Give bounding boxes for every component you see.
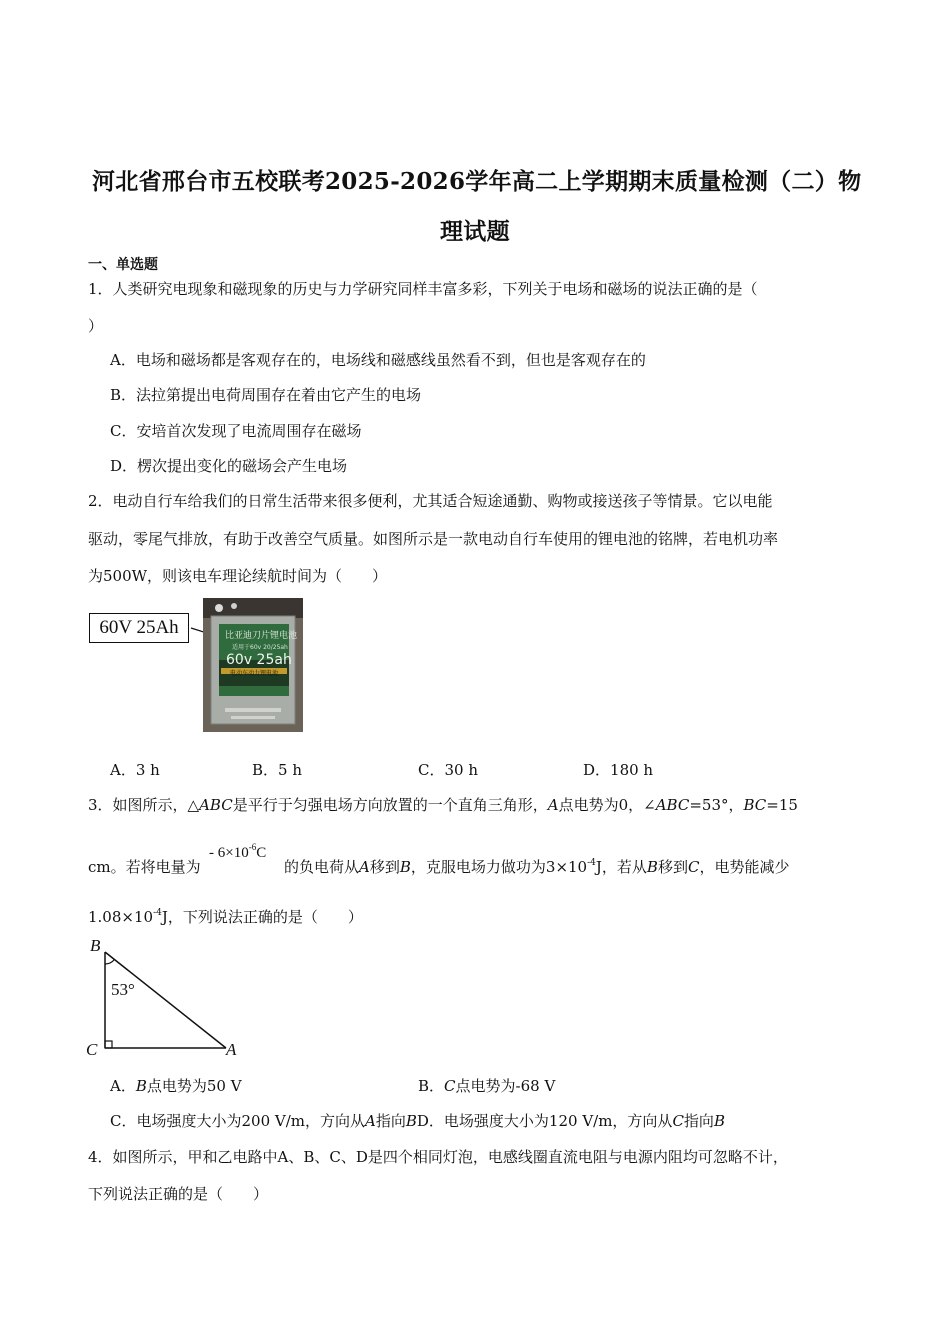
title-line-2: 理试题 xyxy=(440,218,510,245)
q2-option-b: B．5 h xyxy=(252,761,302,779)
q3-option-b: B．C点电势为-68 V xyxy=(418,1077,556,1095)
title-line-1: 河北省邢台市五校联考2025-2026学年高二上学期期末质量检测（二）物 xyxy=(92,168,862,195)
battery-fit-text: 适用于60v 20/25ah xyxy=(232,644,288,651)
q3-option-c-d: C．电场强度大小为200 V/m，方向从A指向BD．电场强度大小为120 V/m，方向从C指向B xyxy=(110,1112,725,1130)
q4-stem-line-2: 下列说法正确的是（ ） xyxy=(88,1185,269,1203)
q1-stem-line-1: 1．人类研究电现象和磁现象的历史与力学研究同样丰富多彩，下列关于电场和磁场的说法正确的是（ xyxy=(88,280,758,298)
q1-option-d: D．楞次提出变化的磁场会产生电场 xyxy=(110,457,348,475)
triangle-figure xyxy=(86,936,246,1061)
q4-stem-line-1: 4．如图所示，甲和乙电路中A、B、C、D是四个相同灯泡，电感线圈直流电阻与电源内阻均可忽略不计， xyxy=(88,1148,788,1166)
battery-type-text: 电动车动力锂电池 xyxy=(230,670,279,677)
vertex-c-label: C xyxy=(86,1040,98,1059)
angle-label: 53° xyxy=(111,980,135,999)
battery-rating-text: 60v 25ah xyxy=(226,652,292,668)
q3-stem-line-2-right: 的负电荷从A移到B，克服电场力做功为$3\times 10^{-4}J$，若从B移到C，电势能减少 xyxy=(284,858,790,876)
battery-brand-text: 比亚迪刀片锂电池 xyxy=(225,631,298,641)
q1-option-b: B．法拉第提出电荷周围存在着由它产生的电场 xyxy=(110,386,422,404)
vertex-a-label: A xyxy=(226,1040,237,1059)
vertex-b-label: B xyxy=(90,936,101,955)
q3-stem-line-2-left: cm。若将电量为 xyxy=(88,858,201,876)
q2-option-d: D．180 h xyxy=(583,761,654,779)
battery-spec-label: 60V 25Ah xyxy=(89,613,189,643)
section-heading: 一、单选题 xyxy=(88,257,158,273)
q1-option-a: A．电场和磁场都是客观存在的，电场线和磁感线虽然看不到，但也是客观存在的 xyxy=(110,351,646,369)
q1-stem-line-2: ） xyxy=(88,317,104,335)
q2-option-c: C．30 h xyxy=(418,761,478,779)
q2-stem-line-2: 驱动，零尾气排放，有助于改善空气质量。如图所示是一款电动自行车使用的锂电池的铭牌，若电机功率 xyxy=(88,530,779,548)
q3-stem-line-1: 3．如图所示，△ABC是平行于匀强电场方向放置的一个直角三角形，A点电势为0，∠ABC=53°，BC=15 xyxy=(88,796,798,814)
q2-option-a: A．3 h xyxy=(110,761,160,779)
charge-formula: - $6\times 10^{-6}C$ xyxy=(209,842,267,861)
q2-stem-line-1: 2．电动自行车给我们的日常生活带来很多便利，尤其适合短途通勤、购物或接送孩子等情景。它以电能 xyxy=(88,492,773,510)
q3-stem-line-3: $1.08\times 10^{-4}J$，下列说法正确的是（ ） xyxy=(88,908,363,926)
q1-option-c: C．安培首次发现了电流周围存在磁场 xyxy=(110,422,362,440)
q3-option-a: A．B点电势为50 V xyxy=(110,1077,242,1095)
q2-stem-line-3: 为500W，则该电车理论续航时间为（ ） xyxy=(88,567,388,585)
